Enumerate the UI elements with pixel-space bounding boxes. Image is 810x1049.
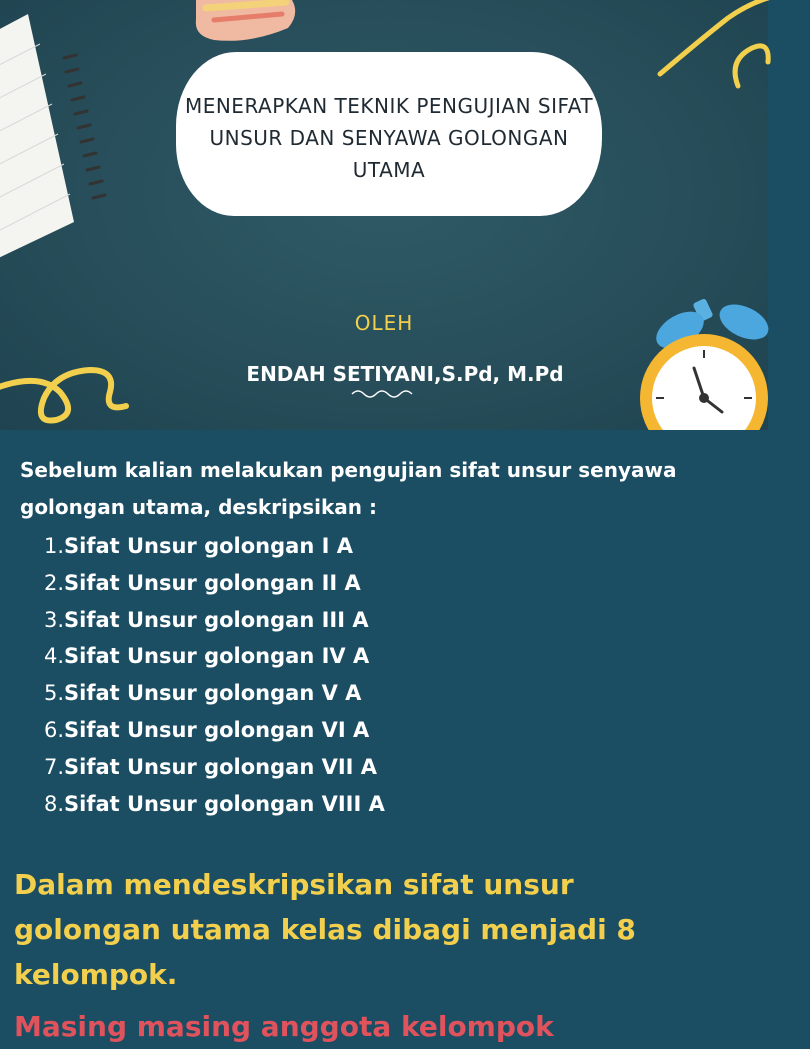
list-number: 8. xyxy=(43,791,64,816)
intro-text: Sebelum kalian melakukan pengujian sifat unsur senyawa golongan utama, deskripsikan : xyxy=(20,458,677,519)
list-item xyxy=(0,602,385,639)
group-note-red: Masing masing anggota kelompok xyxy=(14,1010,554,1043)
list-text: Sifat Unsur golongan VIII A xyxy=(64,791,385,816)
list-item xyxy=(0,749,385,786)
list-text: Sifat Unsur golongan V A xyxy=(64,681,362,706)
list-number: 3. xyxy=(43,607,64,632)
cover-slide xyxy=(0,0,768,430)
list-item xyxy=(0,786,385,823)
list-number: 2. xyxy=(43,570,64,595)
list-number: 7. xyxy=(43,754,64,779)
list-item xyxy=(0,565,385,602)
yellow-squiggle xyxy=(660,0,768,86)
list-item xyxy=(0,638,385,675)
notebook-icon xyxy=(0,14,105,262)
list-number: 4. xyxy=(43,644,64,669)
list-number: 1. xyxy=(43,534,64,558)
list-text: Sifat Unsur golongan III A xyxy=(64,607,369,632)
list-number: 6. xyxy=(43,717,64,742)
list-item xyxy=(0,675,385,712)
list-text: Sifat Unsur golongan II A xyxy=(64,570,361,595)
oleh-label: OLEH xyxy=(354,311,414,335)
pencil-case-icon xyxy=(196,0,295,41)
list-item xyxy=(0,712,385,749)
list-text: Sifat Unsur golongan I A xyxy=(64,534,353,558)
list-text: Sifat Unsur golongan IV A xyxy=(64,644,370,669)
content-section xyxy=(0,430,768,1043)
cover-title: MENERAPKAN TEKNIK PENGUJIAN SIFAT UNSUR DAN SENYAWA GOLONGAN UTAMA xyxy=(184,94,594,182)
list-item xyxy=(0,528,385,565)
property-list xyxy=(0,528,385,822)
list-text: Sifat Unsur golongan VII A xyxy=(64,754,378,779)
list-number: 5. xyxy=(43,681,64,706)
group-note: Dalam mendeskripsikan sifat unsur golongan utama kelas dibagi menjadi 8 kelompok. xyxy=(14,868,636,991)
author-name: ENDAH SETIYANI,S.Pd, M.Pd xyxy=(246,362,564,386)
list-text: Sifat Unsur golongan VI A xyxy=(64,717,370,742)
